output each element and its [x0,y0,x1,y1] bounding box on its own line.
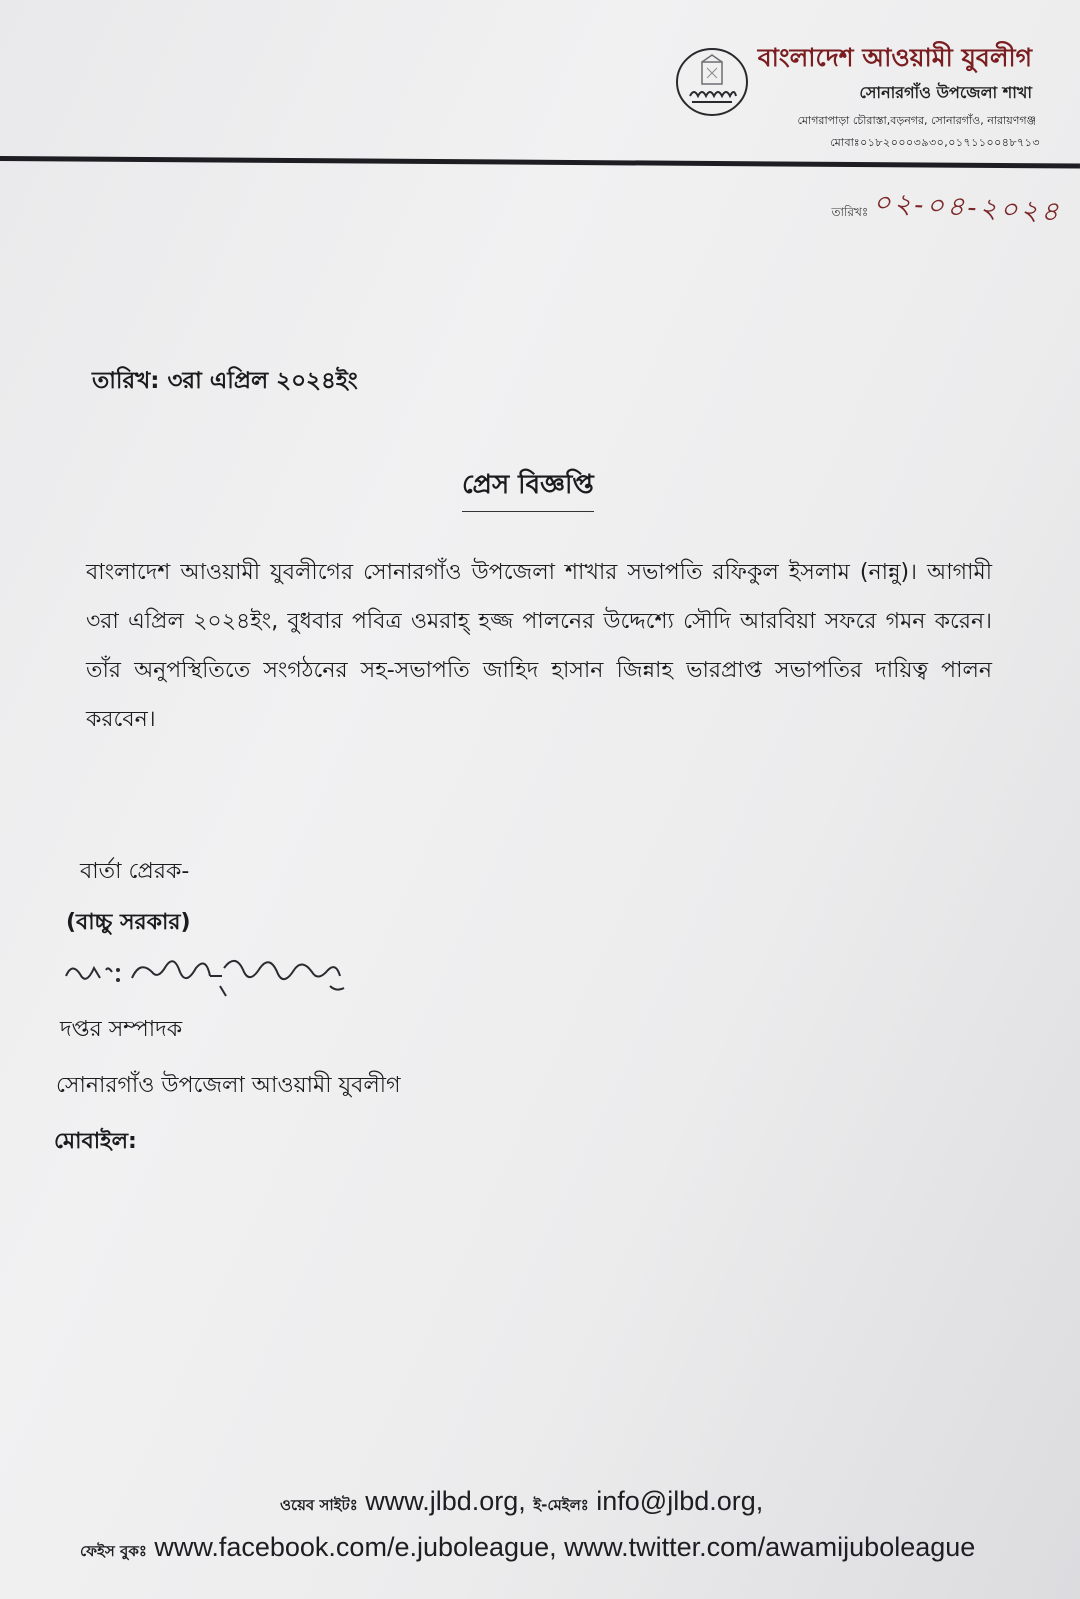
sender-title: দপ্তর সম্পাদক [60,1017,183,1042]
organization-logo [674,44,750,120]
sender-organization: সোনারগাঁও উপজেলা আওয়ামী যুবলীগ [56,1073,401,1098]
stamped-date-label: তারিখঃ [831,205,869,219]
footer-website-link[interactable]: www.jlbd.org, [365,1486,526,1516]
stamped-date-value: ০২-০৪-২০২৪ [872,187,1063,228]
organization-phone: মোবাঃ০১৮২০০০৩৯৩০,০১৭১১০০৪৮৭১৩ [830,136,1040,149]
document-title: প্রেস বিজ্ঞপ্তি [462,464,594,512]
footer-email-link[interactable]: info@jlbd.org, [596,1486,764,1516]
sender-mobile-label: মোবাইল: [54,1129,137,1154]
footer-facebook-label: ফেইস বুকঃ [80,1542,147,1560]
organization-address: মোগরাপাড়া চৌরাস্তা,বড়নগর, সোনারগাঁও, নারায়ণগঞ্জ [797,114,1036,127]
organization-name: বাংলাদেশ আওয়ামী যুবলীগ [757,43,1032,72]
letterhead [0,0,1080,170]
sender-name: (বাচ্চু সরকার) [66,910,191,935]
sender-label: বার্তা প্রেরক- [80,859,190,884]
footer-twitter-link[interactable]: www.twitter.com/awamijuboleague [564,1532,976,1562]
footer-contact-line [280,1486,763,1519]
footer-email-label: ই-মেইলঃ [533,1496,589,1514]
header-divider [0,156,1080,169]
footer-website-label: ওয়েব সাইটঃ [280,1496,358,1514]
handwritten-signature [60,946,360,1006]
organization-branch: সোনারগাঁও উপজেলা শাখা [859,83,1032,102]
footer-social-line [80,1532,975,1565]
issue-date: তারিখ: ৩রা এপ্রিল ২০২৪ইং [92,368,358,394]
stamped-date [831,187,1062,232]
document-body: বাংলাদেশ আওয়ামী যুবলীগের সোনারগাঁও উপজেলা শাখার সভাপতি রফিকুল ইসলাম (নান্নু)। আগামী ৩রা এপ্রিল ২০২৪ইং, বুধবার পবিত্র ওমরাহ্ হজ্জ পালনের উদ্দেশ্যে সৌদি আরবিয়া সফরে গমন করেন। তাঁর অনুপস্থিতিতে সংগঠনের সহ-সভাপতি জাহিদ হাসান জিন্নাহ ভারপ্রাপ্ত সভাপতির দায়িত্ব পালন করবেন। [86,560,992,732]
footer-facebook-link[interactable]: www.facebook.com/e.juboleague, [154,1532,557,1562]
